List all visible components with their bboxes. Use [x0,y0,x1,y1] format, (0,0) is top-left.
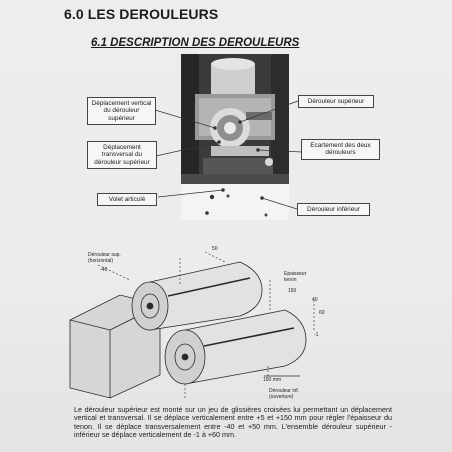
callout-lower-unwinder: Dérouleur inférieur [297,203,370,216]
dim-60: 60 [319,310,325,316]
dim-50: 50 [212,246,218,252]
callout-spacing: Ecartement des deux dérouleurs [301,139,380,160]
section-title: 6.0 LES DEROULEURS [64,6,219,22]
diagram-lower-label: Dérouleur inf. (ouverture) [269,388,300,400]
callout-upper-unwinder: Dérouleur supérieur [298,95,374,108]
description-paragraph: Le dérouleur supérieur est monté sur un jeu de glissières croisées lui permettant un déplacement vertical et transversal. Il se déplace verticalement entre +5 et +150 mm pour régler l'épaisseur du tenon. Il se déplace transversalement entre -40 et +50 mm. L'ensemble dérouleur supérieur - inférieur se déplace verticalement de -1 à +60 mm. [74,405,392,439]
dim-minus40: -40 [100,267,108,273]
dim-150: 150 [288,288,297,294]
diagram-upper-label: Dérouleur sup. (horizontal) [88,252,121,264]
diagram-thickness-label: Epaisseur tenon [284,271,307,283]
subsection-title: 6.1 DESCRIPTION DES DEROULEURS [91,37,300,49]
callout-transverse-upper: Déplacement transversal du dérouleur supérieur [87,141,157,169]
dim-150mm: 150 mm [263,377,282,383]
callout-flap: Volet articulé [97,193,157,206]
callout-vertical-upper: Déplacement vertical du dérouleur supérieur [87,97,156,125]
dim-minus1: -1 [314,332,319,338]
dim-40: 40 [312,297,318,303]
